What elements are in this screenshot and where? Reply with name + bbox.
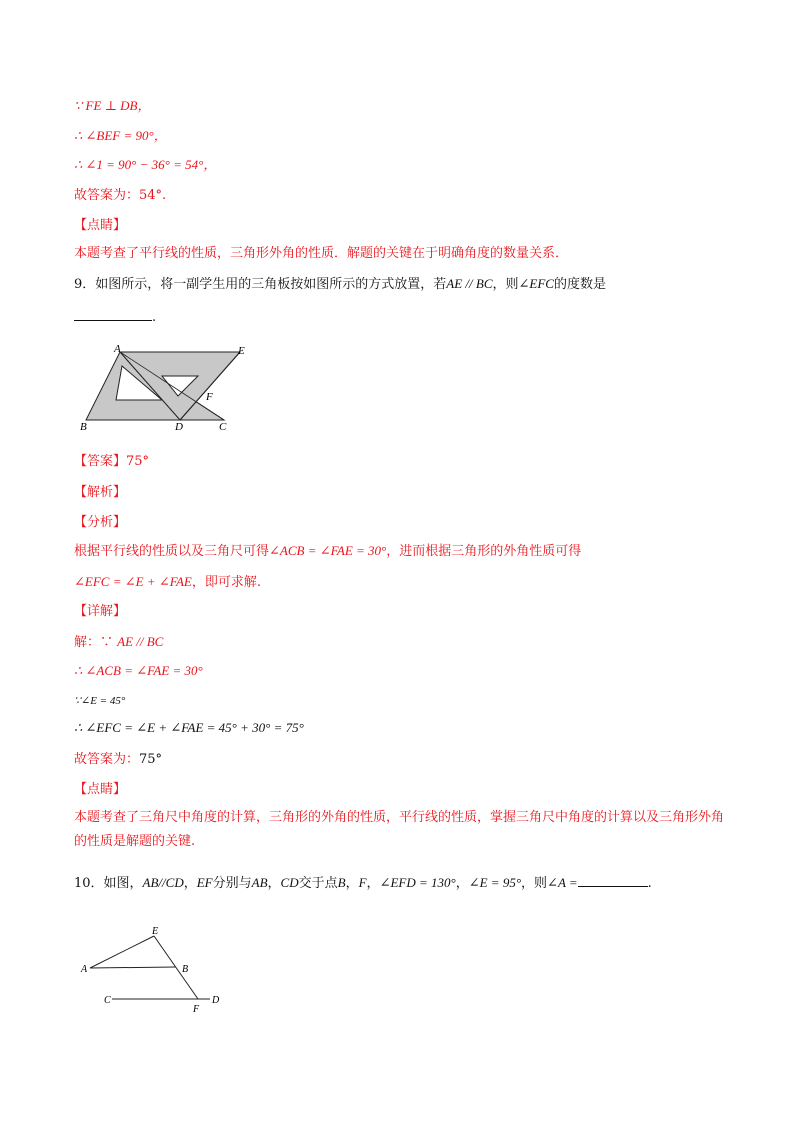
fenxi-heading: 【分析】	[74, 515, 127, 530]
q10-figure	[76, 922, 236, 1017]
label-A: A	[114, 343, 121, 355]
jiexi-heading: 【解析】	[74, 485, 127, 500]
label-C-10: C	[104, 995, 111, 1006]
label-A-10: A	[81, 964, 88, 975]
fenxi-line-1: 根据平行线的性质以及三角尺可得∠ACB = ∠FAE = 30°，进而根据三角形的外角性质可得	[74, 543, 582, 559]
xiangjie-heading: 【详解】	[74, 604, 127, 619]
q9-blank-line: .	[74, 306, 156, 328]
label-D-10: D	[212, 995, 220, 1006]
dianjing-text-2: 本题考查了三角尺中角度的计算，三角形的外角的性质，平行线的性质，掌握三角尺中角度的计算以及三角形外角的性质是解题的关键.	[74, 810, 725, 849]
answer-heading: 【答案】75°	[74, 454, 150, 469]
label-B-10: B	[182, 964, 189, 975]
answer-blank	[74, 306, 152, 321]
solution-answer: 故答案为：54°.	[74, 188, 167, 203]
label-D: D	[175, 421, 183, 433]
label-F: F	[206, 391, 213, 403]
q9-stem: 9．如图所示，将一副学生用的三角板按如图所示的方式放置，若AE // BC，则∠EFC的度数是	[74, 276, 606, 292]
q10-stem: 10．如图，AB//CD，EF分别与AB，CD交于点B，F，∠EFD = 130°，∠E = 95°，则∠A = .	[74, 872, 652, 894]
label-E-10: E	[152, 926, 159, 937]
label-E: E	[238, 345, 245, 357]
dianjing-text: 本题考查了平行线的性质，三角形外角的性质．解题的关键在于明确角度的数量关系．	[74, 246, 569, 261]
detail-line-5: 故答案为：75°	[74, 752, 163, 767]
solution-line-3: ∴ ∠1 = 90° − 36° = 54°，	[74, 157, 217, 172]
detail-line-4: ∴ ∠EFC = ∠E + ∠FAE = 45° + 30° = 75°	[74, 720, 304, 735]
q9-figure	[76, 340, 266, 435]
detail-line-3: ∵∠E = 45°	[74, 695, 126, 707]
dianjing-heading: 【点睛】	[74, 218, 127, 233]
answer-blank-10	[578, 872, 648, 887]
dianjing-heading-2: 【点睛】	[74, 782, 127, 797]
detail-line-2: ∴ ∠ACB = ∠FAE = 30°	[74, 663, 203, 678]
detail-line-1: 解：∵ AE // BC	[74, 634, 164, 650]
fenxi-line-2: ∠EFC = ∠E + ∠FAE，即可求解.	[74, 574, 262, 590]
label-C: C	[219, 421, 227, 433]
label-B: B	[80, 421, 87, 433]
label-F-10: F	[193, 1004, 200, 1015]
solution-line-2: ∴ ∠BEF = 90°，	[74, 128, 167, 143]
solution-line-1: ∵ FE ⊥ DB，	[74, 98, 151, 113]
